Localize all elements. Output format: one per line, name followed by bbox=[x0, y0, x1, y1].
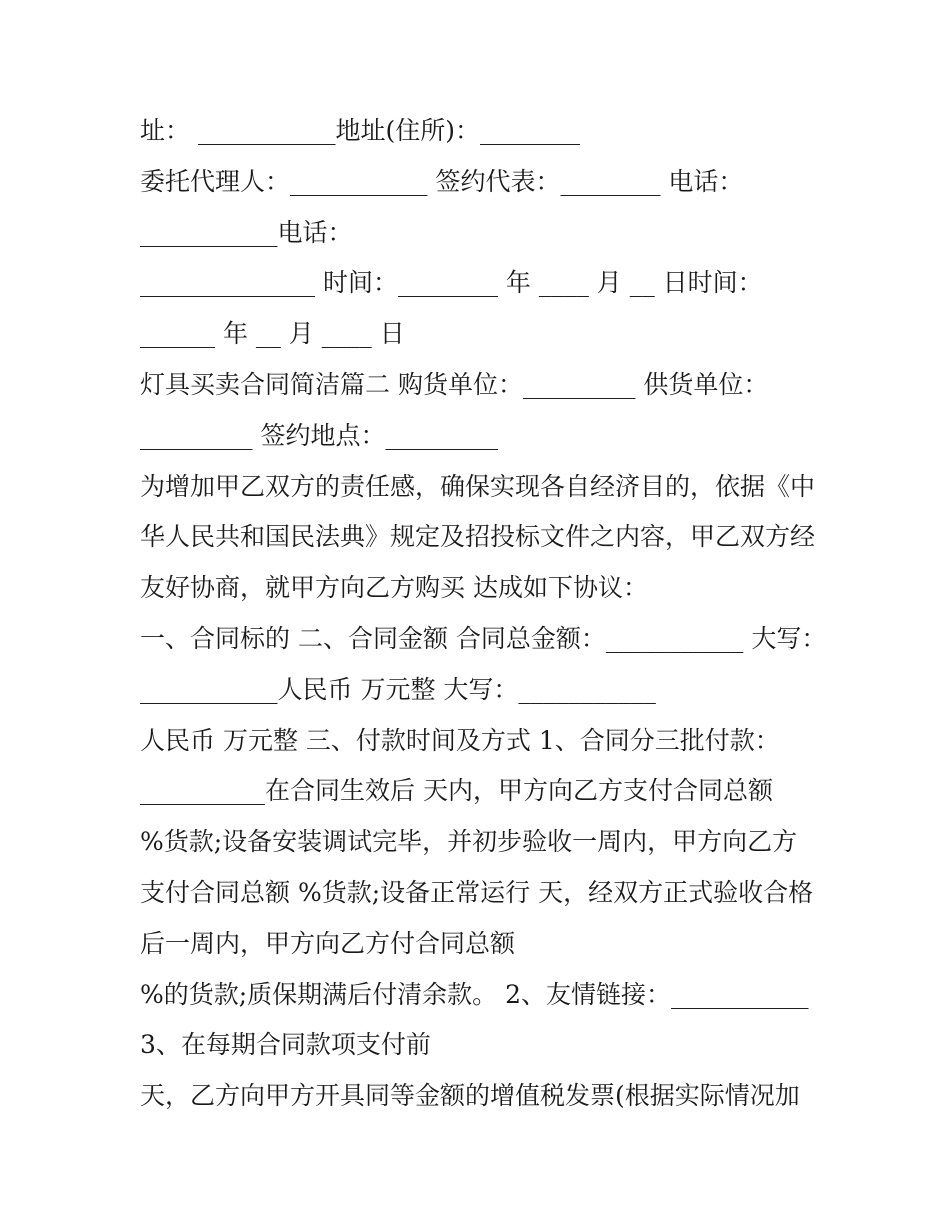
text-line: _________ 签约地点：_________ bbox=[140, 420, 498, 450]
text-line: 灯具买卖合同简洁篇二 购货单位：_________ 供货单位： bbox=[140, 369, 769, 399]
text-line: ___________电话： bbox=[140, 217, 353, 247]
text-line: ___________人民币 万元整 大写：___________ bbox=[140, 674, 656, 704]
text-line: 华人民共和国民法典》规定及招投标文件之内容，甲乙双方经 bbox=[140, 522, 816, 552]
text-line: 天，乙方向甲方开具同等金额的增值税发票(根据实际情况加 bbox=[140, 1081, 800, 1111]
text-line: ______________ 时间：________ 年 ____ 月 __ 日时间： bbox=[140, 268, 763, 298]
text-line: 一、合同标的 二、合同金额 合同总金额：___________ 大写： bbox=[140, 623, 827, 653]
text-line: 委托代理人：___________ 签约代表：________ 电话： bbox=[140, 166, 744, 196]
text-line: 支付合同总额 %货款;设备正常运行 天，经双方正式验收合格 bbox=[140, 877, 814, 907]
text-line: 人民币 万元整 三、付款时间及方式 1、合同分三批付款： bbox=[140, 725, 780, 755]
text-line: ______ 年 __ 月 ____ 日 bbox=[140, 319, 405, 349]
contract-body-text bbox=[140, 106, 830, 1122]
text-line: 3、在每期合同款项支付前 bbox=[140, 1030, 431, 1060]
text-line: %货款;设备安装调试完毕，并初步验收一周内，甲方向乙方 bbox=[140, 827, 798, 857]
text-line: 址： ___________地址(住所)：________ bbox=[140, 116, 580, 145]
text-line: %的货款;质保期满后付清余款。 2、友情链接：___________ bbox=[140, 979, 809, 1009]
text-line: __________在合同生效后 天内，甲方向乙方支付合同总额 bbox=[140, 776, 773, 806]
text-line: 后一周内，甲方向乙方付合同总额 bbox=[140, 928, 516, 958]
text-line: 为增加甲乙双方的责任感，确保实现各自经济目的，依据《中 bbox=[140, 471, 816, 501]
text-line: 友好协商，就甲方向乙方购买 达成如下协议： bbox=[140, 573, 648, 603]
